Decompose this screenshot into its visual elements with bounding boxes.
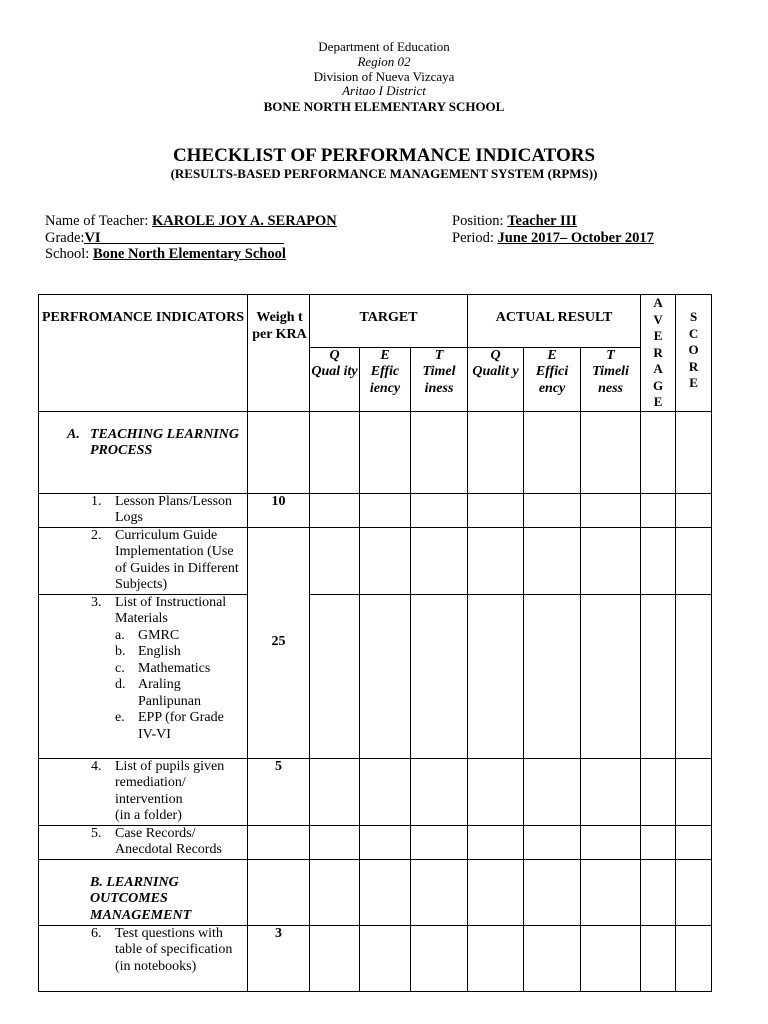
actual-timeliness (581, 347, 641, 411)
period-row (452, 230, 654, 247)
indicator-cell (39, 758, 248, 825)
weight-cell: 10 (248, 493, 310, 527)
section-a-title (39, 411, 248, 493)
target-timeliness-letter: T (434, 347, 444, 363)
table-row (39, 758, 712, 825)
indicator-cell (39, 825, 248, 859)
target-efficiency (360, 347, 411, 411)
header-indicators: PERFROMANCE INDICATORS (39, 295, 248, 412)
teacher-name: KAROLE JOY A. SERAPON (152, 213, 337, 229)
actual-quality-label: Qualit y (472, 364, 519, 380)
table-row (39, 493, 712, 527)
performance-indicators-table (38, 294, 712, 992)
weight-cell: 5 (248, 758, 310, 825)
section-b-row (39, 859, 712, 925)
header-average-label: A V E R A G E (653, 295, 664, 409)
item-text: Curriculum Guide Implementation (Use of Guides in Different Subjects) (115, 527, 239, 592)
list-item: b. English (115, 644, 181, 659)
target-efficiency-label: Effic iency (369, 364, 401, 396)
weight-cell: 25 (248, 527, 310, 758)
item-number: 2. (91, 527, 102, 543)
item-text: Test questions with table of specification (in notebooks) (115, 925, 233, 974)
header-row (39, 295, 712, 348)
position-row (452, 213, 654, 230)
indicator-cell (39, 493, 248, 527)
weight-cell: 3 (248, 925, 310, 991)
item-number: 4. (91, 758, 102, 774)
list-item: d. Araling Panlipunan (115, 677, 201, 709)
actual-quality-letter: Q (490, 347, 501, 363)
department-line: Department of Education (318, 39, 450, 54)
item-number: 6. (91, 925, 102, 941)
teacher-name-row (45, 213, 337, 230)
actual-timeliness-letter: T (606, 347, 615, 363)
position-label: Position: (452, 213, 508, 229)
header-score (676, 295, 712, 412)
header-average (641, 295, 676, 412)
section-b-title (39, 859, 248, 925)
target-quality-letter: Q (329, 347, 340, 363)
school-row (45, 246, 337, 263)
actual-efficiency-letter: E (547, 347, 557, 363)
actual-timeliness-label: Timeli ness (592, 364, 629, 396)
target-timeliness (411, 347, 468, 411)
target-timeliness-label: Timel iness (422, 364, 456, 396)
section-a-row (39, 411, 712, 493)
division-line: Division of Nueva Vizcaya (313, 68, 455, 84)
target-efficiency-letter: E (380, 347, 390, 363)
table-row (39, 594, 712, 758)
actual-quality (468, 347, 524, 411)
header-target: TARGET (310, 295, 468, 348)
region-line: Region 02 (357, 53, 411, 69)
document-title: CHECKLIST OF PERFORMANCE INDICATORS (172, 145, 596, 166)
period-value: June 2017– October 2017 (497, 229, 654, 246)
table-row (39, 527, 712, 594)
grade-blank (84, 230, 284, 244)
list-item: c. Mathematics (115, 660, 211, 676)
header-score-label: S C O R E (688, 309, 699, 390)
indicator-cell (39, 594, 248, 758)
teacher-info-right (452, 213, 654, 246)
teacher-info-left (45, 213, 337, 263)
list-item: e. EPP (for Grade IV-VI (115, 710, 224, 742)
grade-label: Grade: (45, 229, 85, 246)
letterhead (0, 40, 768, 115)
item-number: 1. (91, 493, 102, 509)
indicator-cell (39, 925, 248, 991)
actual-efficiency-label: Effici ency (535, 364, 569, 396)
item-number: 5. (91, 825, 102, 841)
school-value: Bone North Elementary School (92, 246, 286, 262)
section-b-label: B. LEARNING OUTCOMES MANAGEMENT (90, 874, 192, 923)
item-text: List of Instructional Materials (115, 594, 227, 626)
school-label: School: (45, 246, 93, 262)
position-value: Teacher III (507, 213, 577, 229)
section-a-letter: A. (67, 426, 80, 442)
item-number: 3. (91, 594, 102, 610)
grade-value: VI (84, 229, 101, 246)
list-item: a. GMRC (115, 627, 180, 643)
table-row (39, 825, 712, 859)
item-text: Case Records/ Anecdotal Records (115, 825, 222, 857)
header-actual-result: ACTUAL RESULT (468, 295, 641, 348)
item-text: Lesson Plans/Lesson Logs (115, 493, 233, 525)
document-subtitle: (RESULTS-BASED PERFORMANCE MANAGEMENT SYSTEM (RPMS)) (170, 166, 598, 181)
table-row (39, 925, 712, 991)
item-text-note: (in a folder) (115, 808, 182, 823)
target-quality (310, 347, 360, 411)
period-label: Period: (452, 229, 498, 246)
target-quality-label: Qual ity (311, 364, 358, 380)
section-a-label: TEACHING LEARNING PROCESS (90, 426, 239, 458)
actual-efficiency (524, 347, 581, 411)
teacher-label: Name of Teacher: (45, 213, 153, 229)
item-text: List of pupils given remediation/ intervention (115, 758, 225, 807)
district-line: Aritao I District (342, 83, 426, 99)
header-weight: Weigh t per KRA (248, 295, 310, 412)
school-name-heading: BONE NORTH ELEMENTARY SCHOOL (263, 99, 505, 115)
grade-row (45, 230, 337, 247)
indicator-cell (39, 527, 248, 594)
